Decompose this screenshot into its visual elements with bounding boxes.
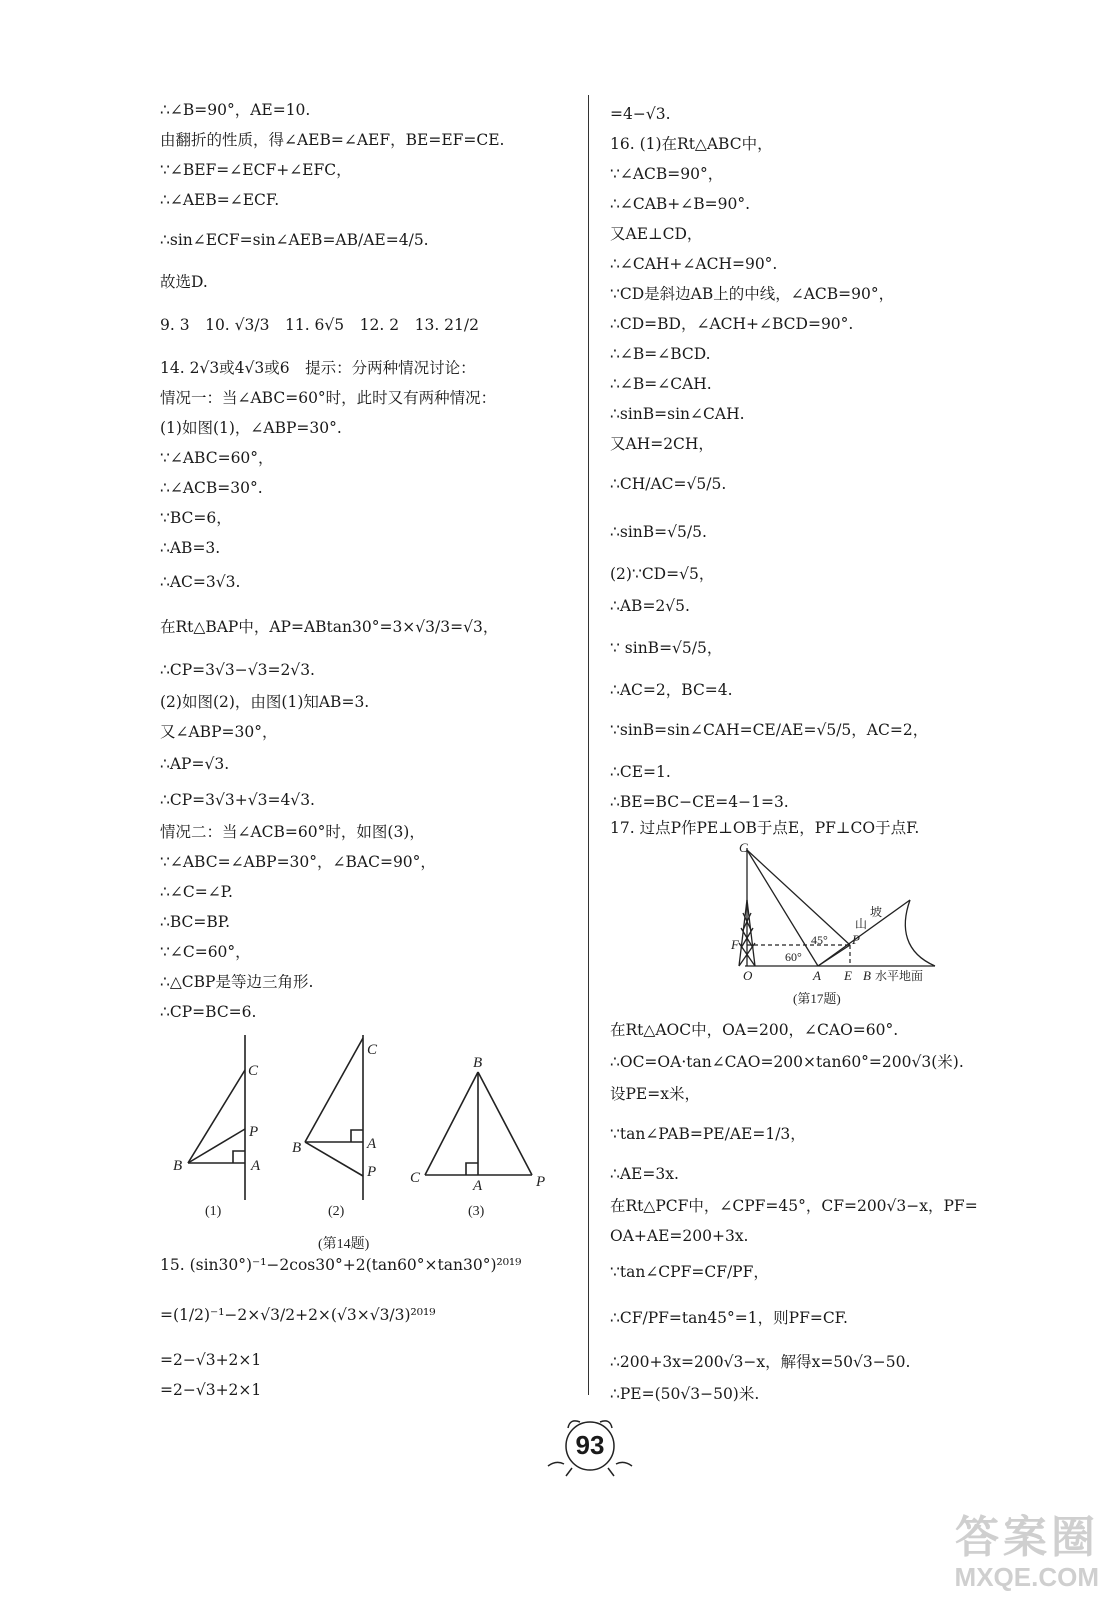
figure-14 [160, 1030, 580, 1260]
solution-line: 设PE=x米， [610, 1085, 700, 1103]
solution-line: ∵ sinB=√5/5， [610, 639, 723, 657]
solution-line: ∴sin∠ECF=sin∠AEB=AB/AE=4/5. [160, 231, 429, 249]
solution-line: =2−√3+2×1 [160, 1351, 262, 1369]
solution-line: 在Rt△BAP中，AP=ABtan30°=3×√3/3=√3， [160, 618, 499, 636]
solution-line: 由翻折的性质，得∠AEB=∠AEF，BE=EF=CE. [160, 131, 505, 149]
solution-line: OA+AE=200+3x. [610, 1227, 749, 1245]
solution-line: ∵sinB=sin∠CAH=CE/AE=√5/5，AC=2， [610, 721, 929, 739]
figure-17 [725, 838, 945, 1013]
watermark [955, 1514, 1099, 1592]
solution-line: 情况二：当∠ACB=60°时，如图(3)， [160, 823, 425, 841]
solution-line: ∴AB=2√5. [610, 597, 690, 615]
solution-line: ∴∠AEB=∠ECF. [160, 191, 280, 209]
watermark-logo: 答案圈 [955, 1513, 1099, 1562]
fig17-caption: (第17题) [793, 991, 841, 1006]
solution-line: 在Rt△PCF中，∠CPF=45°，CF=200√3−x，PF= [610, 1197, 978, 1215]
solution-line: ∴∠B=∠CAH. [610, 375, 712, 393]
fig14-2-A: A [367, 1136, 377, 1152]
solution-line: ∵tan∠PAB=PE/AE=1/3， [610, 1125, 806, 1143]
solution-line: ∴CP=3√3+√3=4√3. [160, 791, 315, 809]
fig14-caption: (第14题) [318, 1237, 370, 1252]
solution-line: 15. (sin30°)⁻¹−2cos30°+2(tan60°×tan30°)²⁰¹⁹ [160, 1256, 522, 1274]
solution-line: =(1/2)⁻¹−2×√3/2+2×(√3×√3/3)²⁰¹⁹ [160, 1306, 436, 1324]
solution-line: ∴AB=3. [160, 539, 221, 557]
fig17-B: B [863, 968, 871, 983]
solution-line: ∴CD=BD，∠ACH+∠BCD=90°. [610, 315, 854, 333]
solution-line: 在Rt△AOC中，OA=200，∠CAO=60°. [610, 1021, 899, 1039]
solution-line: ∴CP=3√3−√3=2√3. [160, 661, 315, 679]
fig14-3-A: A [473, 1178, 483, 1194]
fig14-label-1: (1) [205, 1204, 222, 1219]
fig14-1-B: B [173, 1158, 183, 1174]
fig17-ground: 水平地面 [875, 969, 924, 983]
solution-line: ∵tan∠CPF=CF/PF， [610, 1263, 769, 1281]
solution-line: ∴CH/AC=√5/5. [610, 475, 727, 493]
solution-line: 又AH=2CH， [610, 435, 714, 453]
solution-line: (1)如图(1)，∠ABP=30°. [160, 419, 342, 437]
fig14-label-3: (3) [468, 1204, 485, 1219]
fig14-3-B: B [473, 1055, 483, 1071]
solution-line: (2)如图(2)，由图(1)知AB=3. [160, 693, 370, 711]
fig17-E: E [844, 968, 852, 983]
solution-line: ∴∠ACB=30°. [160, 479, 263, 497]
fig14-1-P: P [249, 1124, 259, 1140]
solution-line: ∴PE=(50√3−50)米. [610, 1385, 760, 1403]
solution-line: ∴OC=OA·tan∠CAO=200×tan60°=200√3(米). [610, 1053, 964, 1071]
solution-line: =4−√3. [610, 105, 671, 123]
solution-line: 14. 2√3或4√3或6 提示：分两种情况讨论： [160, 359, 476, 377]
solution-line: ∴AC=2，BC=4. [610, 681, 733, 699]
solution-line: 又∠ABP=30°， [160, 723, 278, 741]
fig17-slope-1: 山 [855, 917, 868, 931]
solution-line: 16. (1)在Rt△ABC中， [610, 135, 773, 153]
fig14-2-B: B [292, 1140, 302, 1156]
fig14-2-C: C [367, 1042, 378, 1058]
solution-line: ∵∠ABC=60°， [160, 449, 274, 467]
solution-line: ∵∠ABC=∠ABP=30°，∠BAC=90°， [160, 853, 436, 871]
solution-line: ∵BC=6， [160, 509, 232, 527]
solution-line: ∴CE=1. [610, 763, 671, 781]
solution-line: ∴200+3x=200√3−x，解得x=50√3−50. [610, 1353, 911, 1371]
solution-line: ∵∠BEF=∠ECF+∠EFC， [160, 161, 352, 179]
solution-line: ∴∠B=∠BCD. [610, 345, 711, 363]
solution-line: ∴BE=BC−CE=4−1=3. [610, 793, 789, 811]
solution-line: ∴∠CAH+∠ACH=90°. [610, 255, 778, 273]
solution-line: ∴CF/PF=tan45°=1，则PF=CF. [610, 1309, 848, 1327]
fig17-P: P [852, 932, 860, 947]
solution-line: =2−√3+2×1 [160, 1381, 262, 1399]
fig17-A: A [813, 968, 821, 983]
fig14-label-2: (2) [328, 1204, 345, 1219]
page-number-badge [540, 1410, 640, 1480]
fig14-1-A: A [251, 1158, 261, 1174]
fig17-O: O [743, 968, 753, 983]
solution-line: (2)∵CD=√5， [610, 565, 715, 583]
solution-line: 又AE⊥CD， [610, 225, 703, 243]
solution-line: ∴sinB=√5/5. [610, 523, 707, 541]
column-divider [588, 95, 589, 1395]
watermark-url: MXQE.COM [954, 1562, 1099, 1592]
solution-line: ∴∠C=∠P. [160, 883, 233, 901]
solution-line: ∴sinB=sin∠CAH. [610, 405, 745, 423]
fig17-angle-45: 45° [811, 933, 828, 947]
solution-line: 情况一：当∠ABC=60°时，此时又有两种情况： [160, 389, 497, 407]
solution-line: ∵CD是斜边AB上的中线，∠ACB=90°， [610, 285, 895, 303]
solution-line: ∴∠B=90°，AE=10. [160, 101, 311, 119]
solution-line: 故选D. [160, 273, 208, 291]
solution-line: ∵∠C=60°， [160, 943, 251, 961]
fig14-3-C: C [410, 1170, 421, 1186]
page-number: 93 [575, 1430, 605, 1460]
solution-line: ∴AC=3√3. [160, 573, 241, 591]
fig17-slope-2: 坡 [870, 905, 883, 919]
fig17-F: F [731, 937, 739, 952]
solution-line: ∴∠CAB+∠B=90°. [610, 195, 751, 213]
fig17-angle-60: 60° [785, 950, 802, 964]
solution-line: ∵∠ACB=90°， [610, 165, 724, 183]
fig17-C: C [739, 840, 748, 855]
solution-line: ∴AP=√3. [160, 755, 230, 773]
solution-line: ∴AE=3x. [610, 1165, 679, 1183]
fig14-3-P: P [536, 1174, 546, 1190]
fig14-1-C: C [248, 1063, 259, 1079]
solution-line: ∴CP=BC=6. [160, 1003, 257, 1021]
fig14-2-P: P [367, 1164, 377, 1180]
solution-line: 9. 3 10. √3/3 11. 6√5 12. 2 13. 21/2 [160, 316, 479, 334]
solution-line: ∴BC=BP. [160, 913, 230, 931]
solution-line: ∴△CBP是等边三角形. [160, 973, 314, 991]
solution-line: 17. 过点P作PE⊥OB于点E，PF⊥CO于点F. [610, 819, 920, 837]
